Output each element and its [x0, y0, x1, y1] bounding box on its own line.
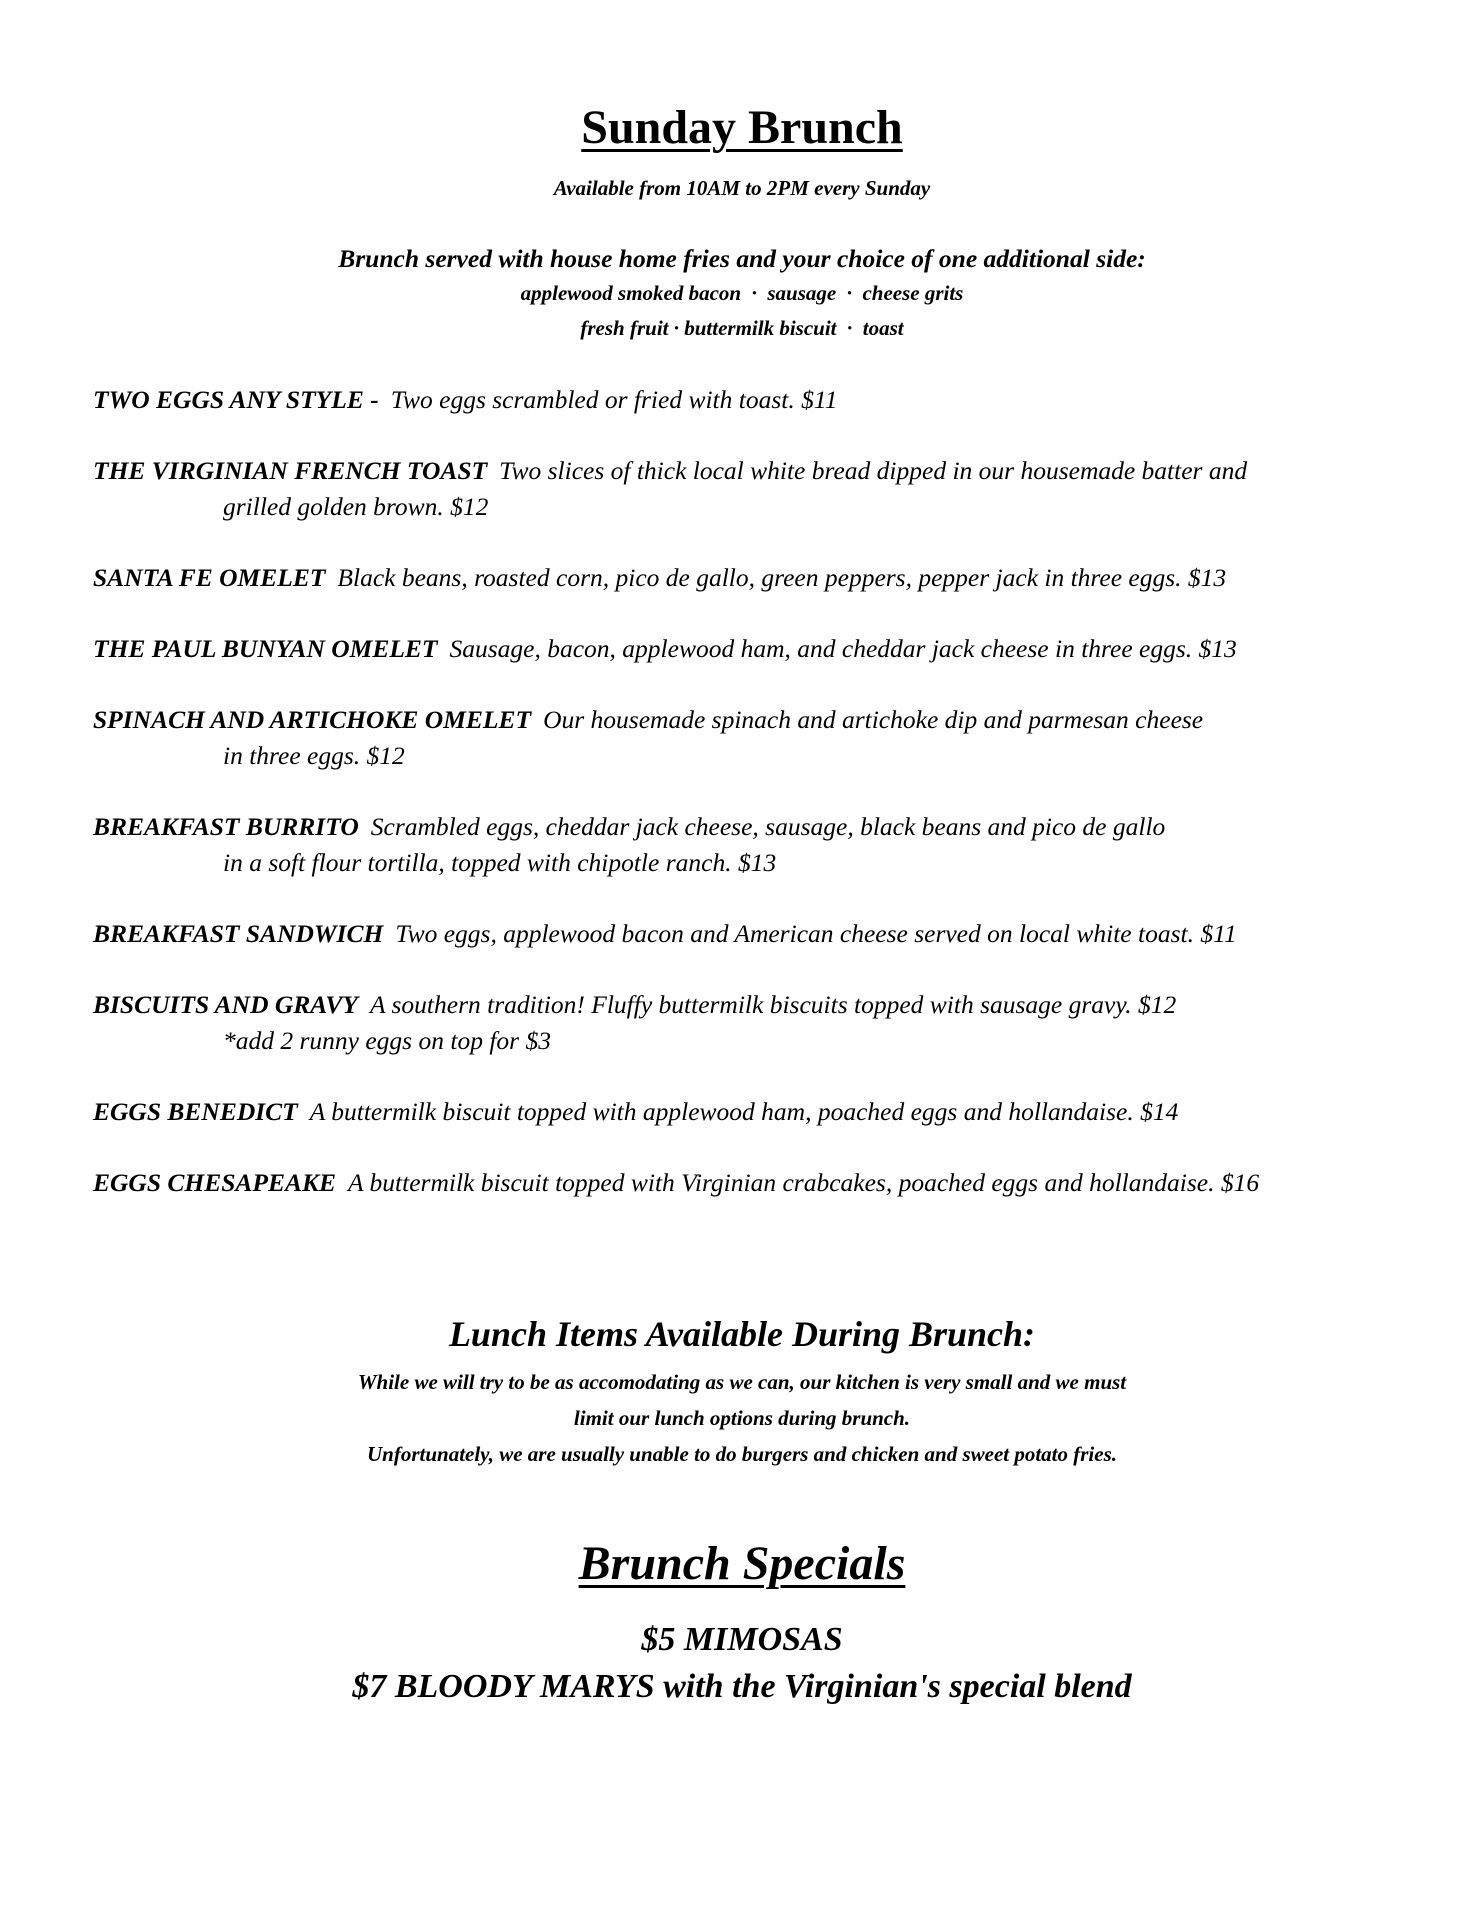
menu-item-description: A buttermilk biscuit topped with applewood ham, poached eggs and hollandaise. $14	[309, 1097, 1179, 1126]
menu-item-description: Our housemade spinach and artichoke dip and parmesan cheese	[543, 705, 1204, 734]
sides-line-1: applewood smoked bacon · sausage · cheese grits	[520, 281, 964, 305]
brunch-menu-list	[93, 382, 1463, 1236]
specials-heading: Brunch Specials	[578, 1537, 906, 1590]
menu-item-description-cont: *add 2 runny eggs on top for $3	[223, 1026, 551, 1055]
menu-item-name: EGGS CHESAPEAKE	[93, 1168, 337, 1197]
menu-item-description: A buttermilk biscuit topped with Virginian crabcakes, poached eggs and hollandaise. $16	[348, 1168, 1260, 1197]
menu-item-description: Two eggs scrambled or fried with toast. $11	[390, 385, 838, 414]
lunch-section	[0, 1310, 1484, 1472]
menu-item-description: Two slices of thick local white bread dipped in our housemade batter and	[499, 456, 1248, 485]
menu-item-description: Black beans, roasted corn, pico de gallo, green peppers, pepper jack in three eggs. $13	[337, 563, 1227, 592]
menu-item-name: BISCUITS AND GRAVY	[93, 990, 358, 1019]
menu-item-name: TWO EGGS ANY STYLE -	[93, 385, 379, 414]
menu-item-paul-bunyan-omelet	[93, 631, 1463, 667]
menu-item-description-cont: grilled golden brown. $12	[223, 492, 489, 521]
menu-item-description: Two eggs, applewood bacon and American cheese served on local white toast. $11	[395, 919, 1237, 948]
menu-item-description: Sausage, bacon, applewood ham, and cheddar jack cheese in three eggs. $13	[449, 634, 1237, 663]
lunch-note-line-3: Unfortunately, we are usually unable to do burgers and chicken and sweet potato fries.	[366, 1442, 1118, 1466]
served-with-section	[0, 242, 1484, 346]
menu-item-eggs-benedict	[93, 1094, 1463, 1130]
specials-section	[0, 1534, 1484, 1710]
served-with-heading: Brunch served with house home fries and your choice of one additional side:	[338, 244, 1146, 273]
menu-item-biscuits-gravy	[93, 987, 1463, 1059]
menu-item-french-toast	[93, 453, 1463, 525]
menu-item-name: EGGS BENEDICT	[93, 1097, 298, 1126]
menu-item-two-eggs	[93, 382, 1463, 418]
menu-item-eggs-chesapeake	[93, 1165, 1463, 1201]
menu-item-breakfast-burrito	[93, 809, 1463, 881]
menu-item-description: Scrambled eggs, cheddar jack cheese, sausage, black beans and pico de gallo	[370, 812, 1166, 841]
menu-item-name: BREAKFAST SANDWICH	[93, 919, 384, 948]
lunch-heading: Lunch Items Available During Brunch:	[448, 1314, 1036, 1354]
menu-item-description: A southern tradition! Fluffy buttermilk biscuits topped with sausage gravy. $12	[370, 990, 1177, 1019]
lunch-note-line-1: While we will try to be as accomodating as we can, our kitchen is very small and we must	[357, 1370, 1127, 1394]
menu-item-breakfast-sandwich	[93, 916, 1463, 952]
availability-note: Available from 10AM to 2PM every Sunday	[553, 176, 931, 200]
menu-item-santa-fe-omelet	[93, 560, 1463, 596]
page-title: Sunday Brunch	[581, 101, 903, 154]
menu-item-description-cont: in three eggs. $12	[223, 741, 405, 770]
menu-item-name: SPINACH AND ARTICHOKE OMELET	[93, 705, 532, 734]
menu-item-name: THE VIRGINIAN FRENCH TOAST	[93, 456, 488, 485]
sides-line-2: fresh fruit · buttermilk biscuit · toast	[580, 316, 904, 340]
menu-item-name: THE PAUL BUNYAN OMELET	[93, 634, 438, 663]
menu-item-spinach-artichoke-omelet	[93, 702, 1463, 774]
special-bloody-marys: $7 BLOODY MARYS with the Virginian's special blend	[352, 1668, 1132, 1705]
menu-item-description-cont: in a soft flour tortilla, topped with chipotle ranch. $13	[223, 848, 777, 877]
menu-item-name: SANTA FE OMELET	[93, 563, 326, 592]
special-mimosas: $5 MIMOSAS	[641, 1621, 843, 1658]
menu-item-name: BREAKFAST BURRITO	[93, 812, 359, 841]
lunch-note-line-2: limit our lunch options during brunch.	[573, 1406, 911, 1430]
